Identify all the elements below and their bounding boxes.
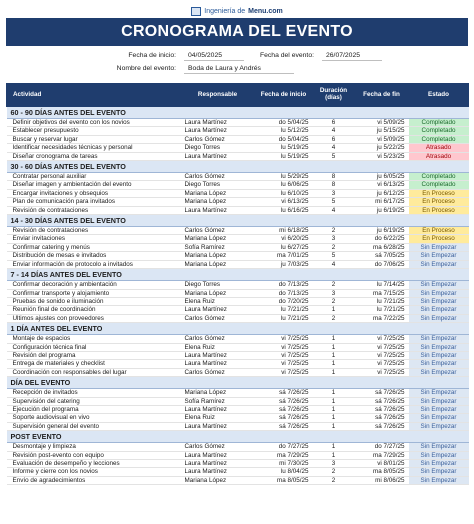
activity-cell: Ejecución del programa [7, 405, 181, 413]
activity-cell: Revisión post-evento con equipo [7, 451, 181, 459]
end-date-cell: ju 5/15/25 [355, 127, 409, 135]
duration-cell: 5 [313, 198, 355, 206]
table-row[interactable] [7, 443, 469, 451]
status-badge[interactable]: En Proceso [409, 235, 469, 243]
end-date-cell: vi 5/09/25 [355, 135, 409, 143]
owner-cell: Carlos Gómez [181, 227, 255, 235]
table-row[interactable] [7, 281, 469, 289]
activity-cell: Reunión final de coordinación [7, 306, 181, 314]
duration-cell: 1 [313, 397, 355, 405]
end-date-cell: ju 6/19/25 [355, 227, 409, 235]
status-badge[interactable]: Sin Empezar [409, 397, 469, 405]
phase-title: 30 - 60 DÍAS ANTES DEL EVENTO [7, 161, 469, 173]
start-date-cell: ma 8/05/25 [255, 476, 313, 484]
start-date-cell: do 7/13/25 [255, 281, 313, 289]
status-badge[interactable]: Sin Empezar [409, 289, 469, 297]
page-title: CRONOGRAMA DEL EVENTO [6, 18, 468, 46]
start-date-cell: sá 7/26/25 [255, 397, 313, 405]
activity-cell: Encargar invitaciones y obsequios [7, 189, 181, 197]
duration-cell: 2 [313, 314, 355, 322]
duration-cell: 5 [313, 152, 355, 160]
duration-cell: 1 [313, 360, 355, 368]
col-status: Estado [409, 84, 469, 107]
activity-cell: Desmontaje y limpieza [7, 443, 181, 451]
event-name-value[interactable]: Boda de Laura y Andrés [184, 63, 294, 74]
owner-cell: Carlos Gómez [181, 335, 255, 343]
col-end: Fecha de fin [355, 84, 409, 107]
owner-cell: Mariana López [181, 252, 255, 260]
table-row[interactable] [7, 260, 469, 268]
owner-cell: Laura Martínez [181, 360, 255, 368]
start-date-cell: do 7/27/25 [255, 443, 313, 451]
activity-cell: Definir objetivos del evento con los novios [7, 119, 181, 127]
owner-cell: Elena Ruiz [181, 343, 255, 351]
owner-cell: Sofía Ramírez [181, 397, 255, 405]
start-date-cell: lu 6/16/25 [255, 206, 313, 214]
phase-title: DÍA DEL EVENTO [7, 377, 469, 389]
start-date-cell: sá 7/26/25 [255, 405, 313, 413]
start-date-cell: ma 7/29/25 [255, 451, 313, 459]
status-badge[interactable]: Sin Empezar [409, 422, 469, 430]
table-row[interactable] [7, 227, 469, 235]
owner-cell: Laura Martínez [181, 451, 255, 459]
duration-cell: 8 [313, 173, 355, 181]
owner-cell: Laura Martínez [181, 405, 255, 413]
status-badge[interactable]: Sin Empezar [409, 368, 469, 376]
end-date-cell: lu 7/21/25 [355, 306, 409, 314]
activity-cell: Últimos ajustes con proveedores [7, 314, 181, 322]
activity-cell: Establecer presupuesto [7, 127, 181, 135]
start-date-cell: vi 7/25/25 [255, 360, 313, 368]
status-badge[interactable]: Completado [409, 173, 469, 181]
table-row[interactable] [7, 343, 469, 351]
start-date-cell: mi 7/30/25 [255, 460, 313, 468]
activity-cell: Coordinación con responsables del lugar [7, 368, 181, 376]
end-date-cell: ju 6/05/25 [355, 173, 409, 181]
table-row[interactable] [7, 243, 469, 251]
activity-cell: Confirmar decoración y ambientación [7, 281, 181, 289]
duration-cell: 3 [313, 289, 355, 297]
table-row[interactable] [7, 414, 469, 422]
end-date-cell: ma 7/22/25 [355, 314, 409, 322]
owner-cell: Diego Torres [181, 144, 255, 152]
table-row[interactable] [7, 144, 469, 152]
status-badge[interactable]: Completado [409, 127, 469, 135]
start-date-cell: sá 7/26/25 [255, 414, 313, 422]
table-row[interactable] [7, 127, 469, 135]
duration-cell: 1 [313, 405, 355, 413]
duration-cell: 1 [313, 368, 355, 376]
activity-cell: Contratar personal auxiliar [7, 173, 181, 181]
duration-cell: 3 [313, 460, 355, 468]
end-date-cell: do 7/27/25 [355, 443, 409, 451]
start-date-cell: do 5/04/25 [255, 135, 313, 143]
schedule-table [6, 83, 469, 485]
status-badge[interactable]: Sin Empezar [409, 460, 469, 468]
status-badge[interactable]: En Proceso [409, 189, 469, 197]
phase-title: 14 - 30 DÍAS ANTES DEL EVENTO [7, 215, 469, 227]
status-badge[interactable]: Completado [409, 119, 469, 127]
end-date-cell: vi 5/23/25 [355, 152, 409, 160]
table-row[interactable] [7, 289, 469, 297]
start-date-cell: lu 5/29/25 [255, 173, 313, 181]
status-badge[interactable]: Sin Empezar [409, 414, 469, 422]
end-date-cell: ma 7/29/25 [355, 451, 409, 459]
status-badge[interactable]: En Proceso [409, 206, 469, 214]
table-row[interactable] [7, 476, 469, 484]
start-date-cell: do 7/20/25 [255, 297, 313, 305]
table-row[interactable] [7, 189, 469, 197]
col-activity: Actividad [7, 84, 181, 107]
activity-cell: Montaje de espacios [7, 335, 181, 343]
status-badge[interactable]: Completado [409, 135, 469, 143]
col-duration: Duración (días) [313, 84, 355, 107]
table-row[interactable] [7, 422, 469, 430]
owner-cell: Mariana López [181, 476, 255, 484]
table-row[interactable] [7, 119, 469, 127]
owner-cell: Mariana López [181, 189, 255, 197]
phase-row [7, 377, 469, 389]
status-badge[interactable]: Sin Empezar [409, 389, 469, 397]
end-date-cell: ju 6/12/25 [355, 189, 409, 197]
activity-cell: Enviar invitaciones [7, 235, 181, 243]
owner-cell: Carlos Gómez [181, 135, 255, 143]
start-date-cell: lu 5/19/25 [255, 144, 313, 152]
start-date-cell: lu 6/06/25 [255, 181, 313, 189]
table-row[interactable] [7, 181, 469, 189]
duration-cell: 2 [313, 468, 355, 476]
owner-cell: Elena Ruiz [181, 297, 255, 305]
phase-row [7, 107, 469, 119]
duration-cell: 4 [313, 206, 355, 214]
end-date-cell: mi 8/06/25 [355, 476, 409, 484]
owner-cell: Diego Torres [181, 281, 255, 289]
start-date-cell: lu 5/12/25 [255, 127, 313, 135]
end-date-cell: lu 7/14/25 [355, 281, 409, 289]
duration-cell: 2 [313, 297, 355, 305]
start-date-cell: lu 7/21/25 [255, 306, 313, 314]
activity-cell: Recepción de invitados [7, 389, 181, 397]
duration-cell: 2 [313, 476, 355, 484]
owner-cell: Laura Martínez [181, 152, 255, 160]
end-date-cell: sá 7/26/25 [355, 414, 409, 422]
table-row[interactable] [7, 451, 469, 459]
table-row[interactable] [7, 468, 469, 476]
duration-cell: 2 [313, 227, 355, 235]
status-badge[interactable]: En Proceso [409, 227, 469, 235]
end-date-cell: do 7/06/25 [355, 260, 409, 268]
activity-cell: Informe y cierre con los novios [7, 468, 181, 476]
activity-cell: Buscar y reservar lugar [7, 135, 181, 143]
duration-cell: 6 [313, 135, 355, 143]
owner-cell: Mariana López [181, 389, 255, 397]
start-date-cell: sá 7/26/25 [255, 389, 313, 397]
end-date-cell: vi 7/25/25 [355, 368, 409, 376]
col-owner: Responsable [181, 84, 255, 107]
brand-prefix: Ingeniería de [204, 7, 246, 15]
table-row[interactable] [7, 252, 469, 260]
status-badge[interactable]: Sin Empezar [409, 297, 469, 305]
end-date-cell: sá 7/26/25 [355, 397, 409, 405]
table-row[interactable] [7, 397, 469, 405]
table-row[interactable] [7, 306, 469, 314]
duration-cell: 1 [313, 451, 355, 459]
start-date-label: Fecha de inicio: [128, 52, 176, 59]
table-row[interactable] [7, 152, 469, 160]
owner-cell: Laura Martínez [181, 127, 255, 135]
status-badge[interactable]: Atrasado [409, 152, 469, 160]
start-date-cell: vi 7/25/25 [255, 368, 313, 376]
end-date-cell: do 6/22/25 [355, 235, 409, 243]
start-date-cell: lu 6/10/25 [255, 189, 313, 197]
phase-row [7, 161, 469, 173]
phase-row [7, 323, 469, 335]
activity-cell: Supervisión del catering [7, 397, 181, 405]
activity-cell: Revisión del programa [7, 351, 181, 359]
owner-cell: Carlos Gómez [181, 314, 255, 322]
phase-row [7, 215, 469, 227]
start-date-cell: vi 7/25/25 [255, 335, 313, 343]
end-date-cell: sá 7/26/25 [355, 405, 409, 413]
start-date-cell: mi 6/18/25 [255, 227, 313, 235]
activity-cell: Plan de comunicación para invitados [7, 198, 181, 206]
phase-title: 1 DÍA ANTES DEL EVENTO [7, 323, 469, 335]
activity-cell: Evaluación de desempeño y lecciones [7, 460, 181, 468]
duration-cell: 5 [313, 252, 355, 260]
owner-cell: Carlos Gómez [181, 368, 255, 376]
start-date-cell: vi 7/25/25 [255, 343, 313, 351]
start-date-cell: do 5/04/25 [255, 119, 313, 127]
status-badge[interactable]: Sin Empezar [409, 252, 469, 260]
activity-cell: Distribución de mesas e invitados [7, 252, 181, 260]
start-date-cell: lu 8/04/25 [255, 468, 313, 476]
start-date-cell: vi 6/20/25 [255, 235, 313, 243]
activity-cell: Supervisión general del evento [7, 422, 181, 430]
activity-cell: Soporte audiovisual en vivo [7, 414, 181, 422]
status-badge[interactable]: Sin Empezar [409, 451, 469, 459]
status-badge[interactable]: Sin Empezar [409, 468, 469, 476]
status-badge[interactable]: Sin Empezar [409, 476, 469, 484]
duration-cell: 1 [313, 389, 355, 397]
owner-cell: Laura Martínez [181, 468, 255, 476]
col-start: Fecha de inicio [255, 84, 313, 107]
table-row[interactable] [7, 405, 469, 413]
table-row[interactable] [7, 297, 469, 305]
owner-cell: Mariana López [181, 260, 255, 268]
duration-cell: 4 [313, 260, 355, 268]
duration-cell: 4 [313, 127, 355, 135]
owner-cell: Laura Martínez [181, 306, 255, 314]
status-badge[interactable]: Sin Empezar [409, 314, 469, 322]
status-badge[interactable]: Completado [409, 181, 469, 189]
status-badge[interactable]: Sin Empezar [409, 343, 469, 351]
event-date-value[interactable]: 26/07/2025 [322, 50, 382, 61]
owner-cell: Mariana López [181, 289, 255, 297]
end-date-cell: ma 7/15/25 [355, 289, 409, 297]
status-badge[interactable]: En Proceso [409, 198, 469, 206]
duration-cell: 6 [313, 119, 355, 127]
start-date-cell: sá 7/26/25 [255, 422, 313, 430]
owner-cell: Laura Martínez [181, 206, 255, 214]
phase-row [7, 431, 469, 443]
owner-cell: Mariana López [181, 235, 255, 243]
status-badge[interactable]: Sin Empezar [409, 351, 469, 359]
duration-cell: 1 [313, 443, 355, 451]
start-date-cell: do 7/13/25 [255, 289, 313, 297]
activity-cell: Confirmar catering y menús [7, 243, 181, 251]
table-row[interactable] [7, 206, 469, 214]
activity-cell: Configuración técnica final [7, 343, 181, 351]
status-badge[interactable]: Sin Empezar [409, 281, 469, 289]
owner-cell: Laura Martínez [181, 351, 255, 359]
duration-cell: 1 [313, 343, 355, 351]
duration-cell: 1 [313, 351, 355, 359]
phase-row [7, 269, 469, 281]
end-date-cell: sá 7/26/25 [355, 389, 409, 397]
duration-cell: 8 [313, 181, 355, 189]
duration-cell: 1 [313, 422, 355, 430]
duration-cell: 1 [313, 414, 355, 422]
event-name-label: Nombre del evento: [116, 65, 176, 72]
start-date-value[interactable]: 04/05/2025 [184, 50, 244, 61]
end-date-cell: vi 6/13/25 [355, 181, 409, 189]
status-badge[interactable]: Sin Empezar [409, 443, 469, 451]
end-date-cell: ju 6/19/25 [355, 206, 409, 214]
end-date-cell: vi 7/25/25 [355, 343, 409, 351]
start-date-cell: vi 6/13/25 [255, 198, 313, 206]
owner-cell: Mariana López [181, 198, 255, 206]
status-badge[interactable]: Sin Empezar [409, 335, 469, 343]
duration-cell: 2 [313, 281, 355, 289]
end-date-cell: sá 7/05/25 [355, 252, 409, 260]
end-date-cell: vi 7/25/25 [355, 360, 409, 368]
table-row[interactable] [7, 335, 469, 343]
table-row[interactable] [7, 460, 469, 468]
status-badge[interactable]: Atrasado [409, 144, 469, 152]
phase-title: 60 - 90 DÍAS ANTES DEL EVENTO [7, 107, 469, 119]
start-date-cell: lu 7/21/25 [255, 314, 313, 322]
owner-cell: Laura Martínez [181, 119, 255, 127]
owner-cell: Elena Ruiz [181, 414, 255, 422]
table-row[interactable] [7, 173, 469, 181]
end-date-cell: vi 5/09/25 [355, 119, 409, 127]
table-row[interactable] [7, 351, 469, 359]
table-row[interactable] [7, 198, 469, 206]
duration-cell: 1 [313, 306, 355, 314]
start-date-cell: lu 5/19/25 [255, 152, 313, 160]
activity-cell: Identificar necesidades técnicas y personal [7, 144, 181, 152]
activity-cell: Confirmar transporte y alojamiento [7, 289, 181, 297]
owner-cell: Diego Torres [181, 181, 255, 189]
activity-cell: Envío de agradecimientos [7, 476, 181, 484]
owner-cell: Laura Martínez [181, 422, 255, 430]
activity-cell: Diseñar imagen y ambientación del evento [7, 181, 181, 189]
owner-cell: Laura Martínez [181, 460, 255, 468]
table-row[interactable] [7, 135, 469, 143]
end-date-cell: ma 6/28/25 [355, 243, 409, 251]
activity-cell: Pruebas de sonido e iluminación [7, 297, 181, 305]
duration-cell: 4 [313, 144, 355, 152]
activity-cell: Diseñar cronograma de tareas [7, 152, 181, 160]
duration-cell: 3 [313, 189, 355, 197]
end-date-cell: mi 6/17/25 [355, 198, 409, 206]
brand-logo [6, 4, 468, 18]
duration-cell: 2 [313, 243, 355, 251]
owner-cell: Carlos Gómez [181, 173, 255, 181]
end-date-cell: vi 7/25/25 [355, 351, 409, 359]
event-date-label: Fecha del evento: [259, 52, 314, 59]
status-badge[interactable]: Sin Empezar [409, 260, 469, 268]
end-date-cell: vi 7/25/25 [355, 335, 409, 343]
end-date-cell: ma 8/05/25 [355, 468, 409, 476]
start-date-cell: vi 7/25/25 [255, 351, 313, 359]
table-row[interactable] [7, 368, 469, 376]
schedule-body [7, 107, 469, 485]
duration-cell: 3 [313, 235, 355, 243]
phase-title: 7 - 14 DÍAS ANTES DEL EVENTO [7, 269, 469, 281]
start-date-cell: lu 6/27/25 [255, 243, 313, 251]
table-row[interactable] [7, 314, 469, 322]
table-row[interactable] [7, 235, 469, 243]
end-date-cell: ju 5/22/25 [355, 144, 409, 152]
end-date-cell: sá 7/26/25 [355, 422, 409, 430]
activity-cell: Enviar información de protocolo a invitados [7, 260, 181, 268]
activity-cell: Revisión de contrataciones [7, 206, 181, 214]
phase-title: POST EVENTO [7, 431, 469, 443]
table-row[interactable] [7, 360, 469, 368]
status-badge[interactable]: Sin Empezar [409, 306, 469, 314]
activity-cell: Entrega de materiales y checklist [7, 360, 181, 368]
end-date-cell: vi 8/01/25 [355, 460, 409, 468]
table-row[interactable] [7, 389, 469, 397]
event-info [6, 49, 468, 75]
status-badge[interactable]: Sin Empezar [409, 405, 469, 413]
duration-cell: 1 [313, 335, 355, 343]
start-date-cell: ma 7/01/25 [255, 252, 313, 260]
table-header [7, 84, 469, 107]
owner-cell: Carlos Gómez [181, 443, 255, 451]
brand-name: Menu.com [248, 7, 283, 15]
start-date-cell: ju 7/03/25 [255, 260, 313, 268]
owner-cell: Sofía Ramírez [181, 243, 255, 251]
status-badge[interactable]: Sin Empezar [409, 360, 469, 368]
end-date-cell: lu 7/21/25 [355, 297, 409, 305]
status-badge[interactable]: Sin Empezar [409, 243, 469, 251]
activity-cell: Revisión de contrataciones [7, 227, 181, 235]
logo-icon [191, 7, 201, 16]
